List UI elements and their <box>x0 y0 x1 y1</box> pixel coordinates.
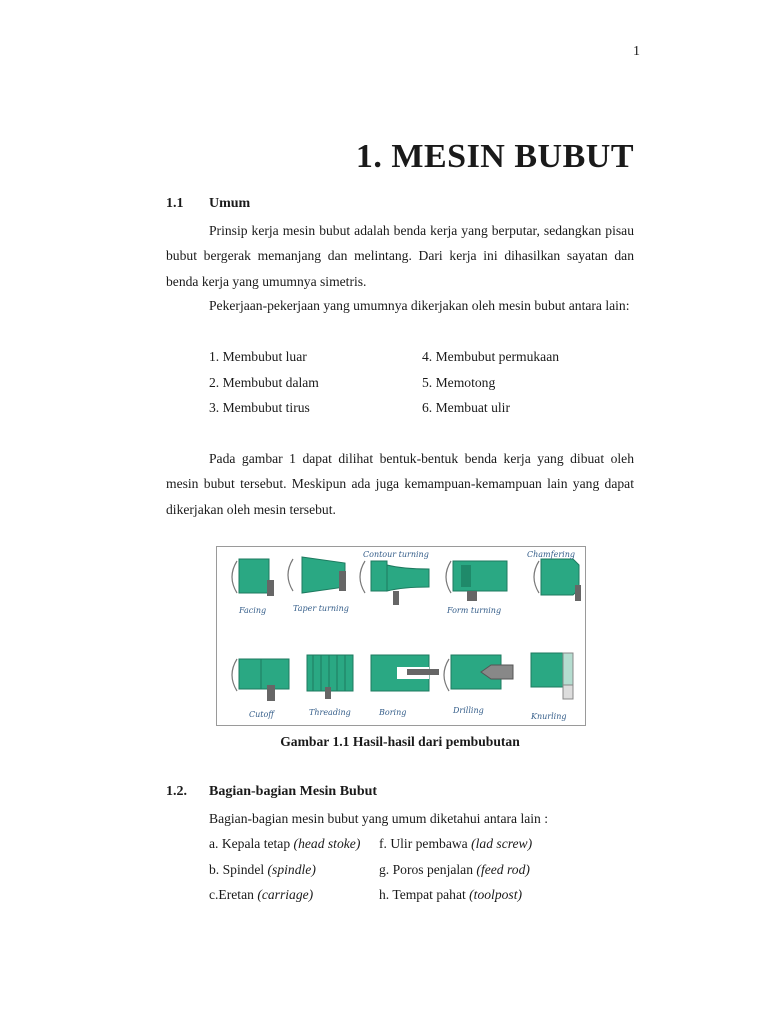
list-item: 1. Membubut luar <box>209 349 307 364</box>
label-boring: Boring <box>379 708 407 717</box>
groove <box>461 565 471 587</box>
form-turning-illustration <box>453 561 507 601</box>
knurling-illustration <box>531 653 573 699</box>
section-number: 1.2. <box>166 784 187 799</box>
workpiece <box>302 557 345 593</box>
list-item: 2. Membubut dalam <box>209 374 319 390</box>
list-item: 4. Membubut permukaan <box>422 349 560 364</box>
jobs-list <box>209 344 634 424</box>
figure-caption: Gambar 1.1 Hasil-hasil dari pembubutan <box>280 734 520 749</box>
list-item <box>209 831 360 857</box>
rotation-arrow-icon <box>534 561 539 593</box>
parts-list <box>209 831 634 911</box>
list-item: 5. Memotong <box>422 374 496 390</box>
part-name: a. Kepala tetap <box>209 836 294 851</box>
part-name: f. Ulir pembawa <box>379 836 472 851</box>
part-term: (feed rod) <box>476 861 530 877</box>
list-item: 6. Membuat ulir <box>422 400 510 415</box>
list-item <box>209 882 360 908</box>
cutting-tool <box>267 685 275 701</box>
rotation-arrow-icon <box>446 561 451 593</box>
paragraph-figure-ref-text: Pada gambar 1 dapat dilihat bentuk-bentuk benda kerja yang dibuat oleh mesin bubut tersebut. Meskipun ada juga kemampuan-kemampuan lain yang dapat dikerjakan oleh mesin tersebut. <box>166 451 634 517</box>
part-name: c.Eretan <box>209 887 258 902</box>
section-title: Umum <box>209 196 251 211</box>
label-facing: Facing <box>239 606 267 615</box>
cutting-tool <box>339 571 346 591</box>
part-term: (head stoke) <box>293 836 361 851</box>
paragraph-figure-ref <box>166 446 634 522</box>
workpiece <box>239 659 289 689</box>
page-number: 1 <box>633 44 640 59</box>
knurling-tool <box>563 685 573 699</box>
parts-intro: Bagian-bagian mesin bubut yang umum diketahui antara lain : <box>209 811 549 826</box>
lathe-operations-illustration <box>217 547 585 725</box>
chapter-title: 1. MESIN BUBUT <box>355 138 634 175</box>
knurl-pattern <box>563 653 573 687</box>
list-item <box>379 882 532 908</box>
chamfering-illustration <box>541 559 581 601</box>
label-chamfering: Chamfering <box>527 550 575 559</box>
workpiece <box>371 561 387 591</box>
paragraph-principle <box>166 218 634 294</box>
list-item <box>379 857 532 883</box>
cutting-tool <box>325 687 331 699</box>
part-name: b. Spindel <box>209 861 268 877</box>
label-contour-turning: Contour turning <box>363 550 429 559</box>
part-term: (toolpost) <box>469 887 523 902</box>
rotation-arrow-icon <box>232 659 237 691</box>
workpiece <box>239 559 269 593</box>
rotation-arrow-icon <box>360 561 365 593</box>
label-knurling: Knurling <box>531 712 567 721</box>
threading-illustration <box>307 655 353 699</box>
label-threading: Threading <box>309 708 351 717</box>
part-term: (spindle) <box>267 861 316 877</box>
paragraph-jobs-text: Pekerjaan-pekerjaan yang umumnya dikerjakan oleh mesin bubut antara lain: <box>209 298 630 313</box>
facing-illustration <box>239 559 274 596</box>
label-cutoff: Cutoff <box>249 710 274 719</box>
workpiece <box>307 655 353 691</box>
workpiece <box>541 559 579 595</box>
list-item <box>379 831 532 857</box>
cutting-tool <box>393 591 399 605</box>
workpiece <box>387 565 429 591</box>
list-item <box>209 857 360 883</box>
list-item: 3. Membubut tirus <box>209 400 310 415</box>
rotation-arrow-icon <box>288 559 293 591</box>
taper-turning-illustration <box>302 557 346 593</box>
rotation-arrow-icon <box>444 659 449 691</box>
part-name: g. Poros penjalan <box>379 861 477 877</box>
section-number: 1.1 <box>166 196 184 211</box>
cutting-tool <box>267 580 274 596</box>
cutoff-illustration <box>239 659 289 701</box>
paragraph-principle-text: Prinsip kerja mesin bubut adalah benda kerja yang berputar, sedangkan pisau bubut bergerak memanjang dan melintang. Dari kerja ini dihasilkan sayatan dan benda kerja yang umumnya simetris. <box>166 223 634 289</box>
cutting-tool <box>575 585 581 601</box>
part-term: (lad screw) <box>471 836 533 851</box>
part-term: (carriage) <box>257 887 314 902</box>
part-name: h. Tempat pahat <box>379 887 470 902</box>
label-drilling: Drilling <box>453 706 484 715</box>
contour-turning-illustration <box>371 561 429 605</box>
paragraph-jobs <box>166 293 634 318</box>
cutting-tool <box>467 591 477 601</box>
cutting-tool <box>407 669 439 675</box>
rotation-arrow-icon <box>232 561 237 593</box>
lathe-operations-figure <box>216 546 586 726</box>
label-form-turning: Form turning <box>447 606 502 615</box>
label-taper-turning: Taper turning <box>293 604 349 613</box>
boring-illustration <box>371 655 439 691</box>
section-title: Bagian-bagian Mesin Bubut <box>209 784 378 799</box>
drilling-illustration <box>451 655 513 689</box>
